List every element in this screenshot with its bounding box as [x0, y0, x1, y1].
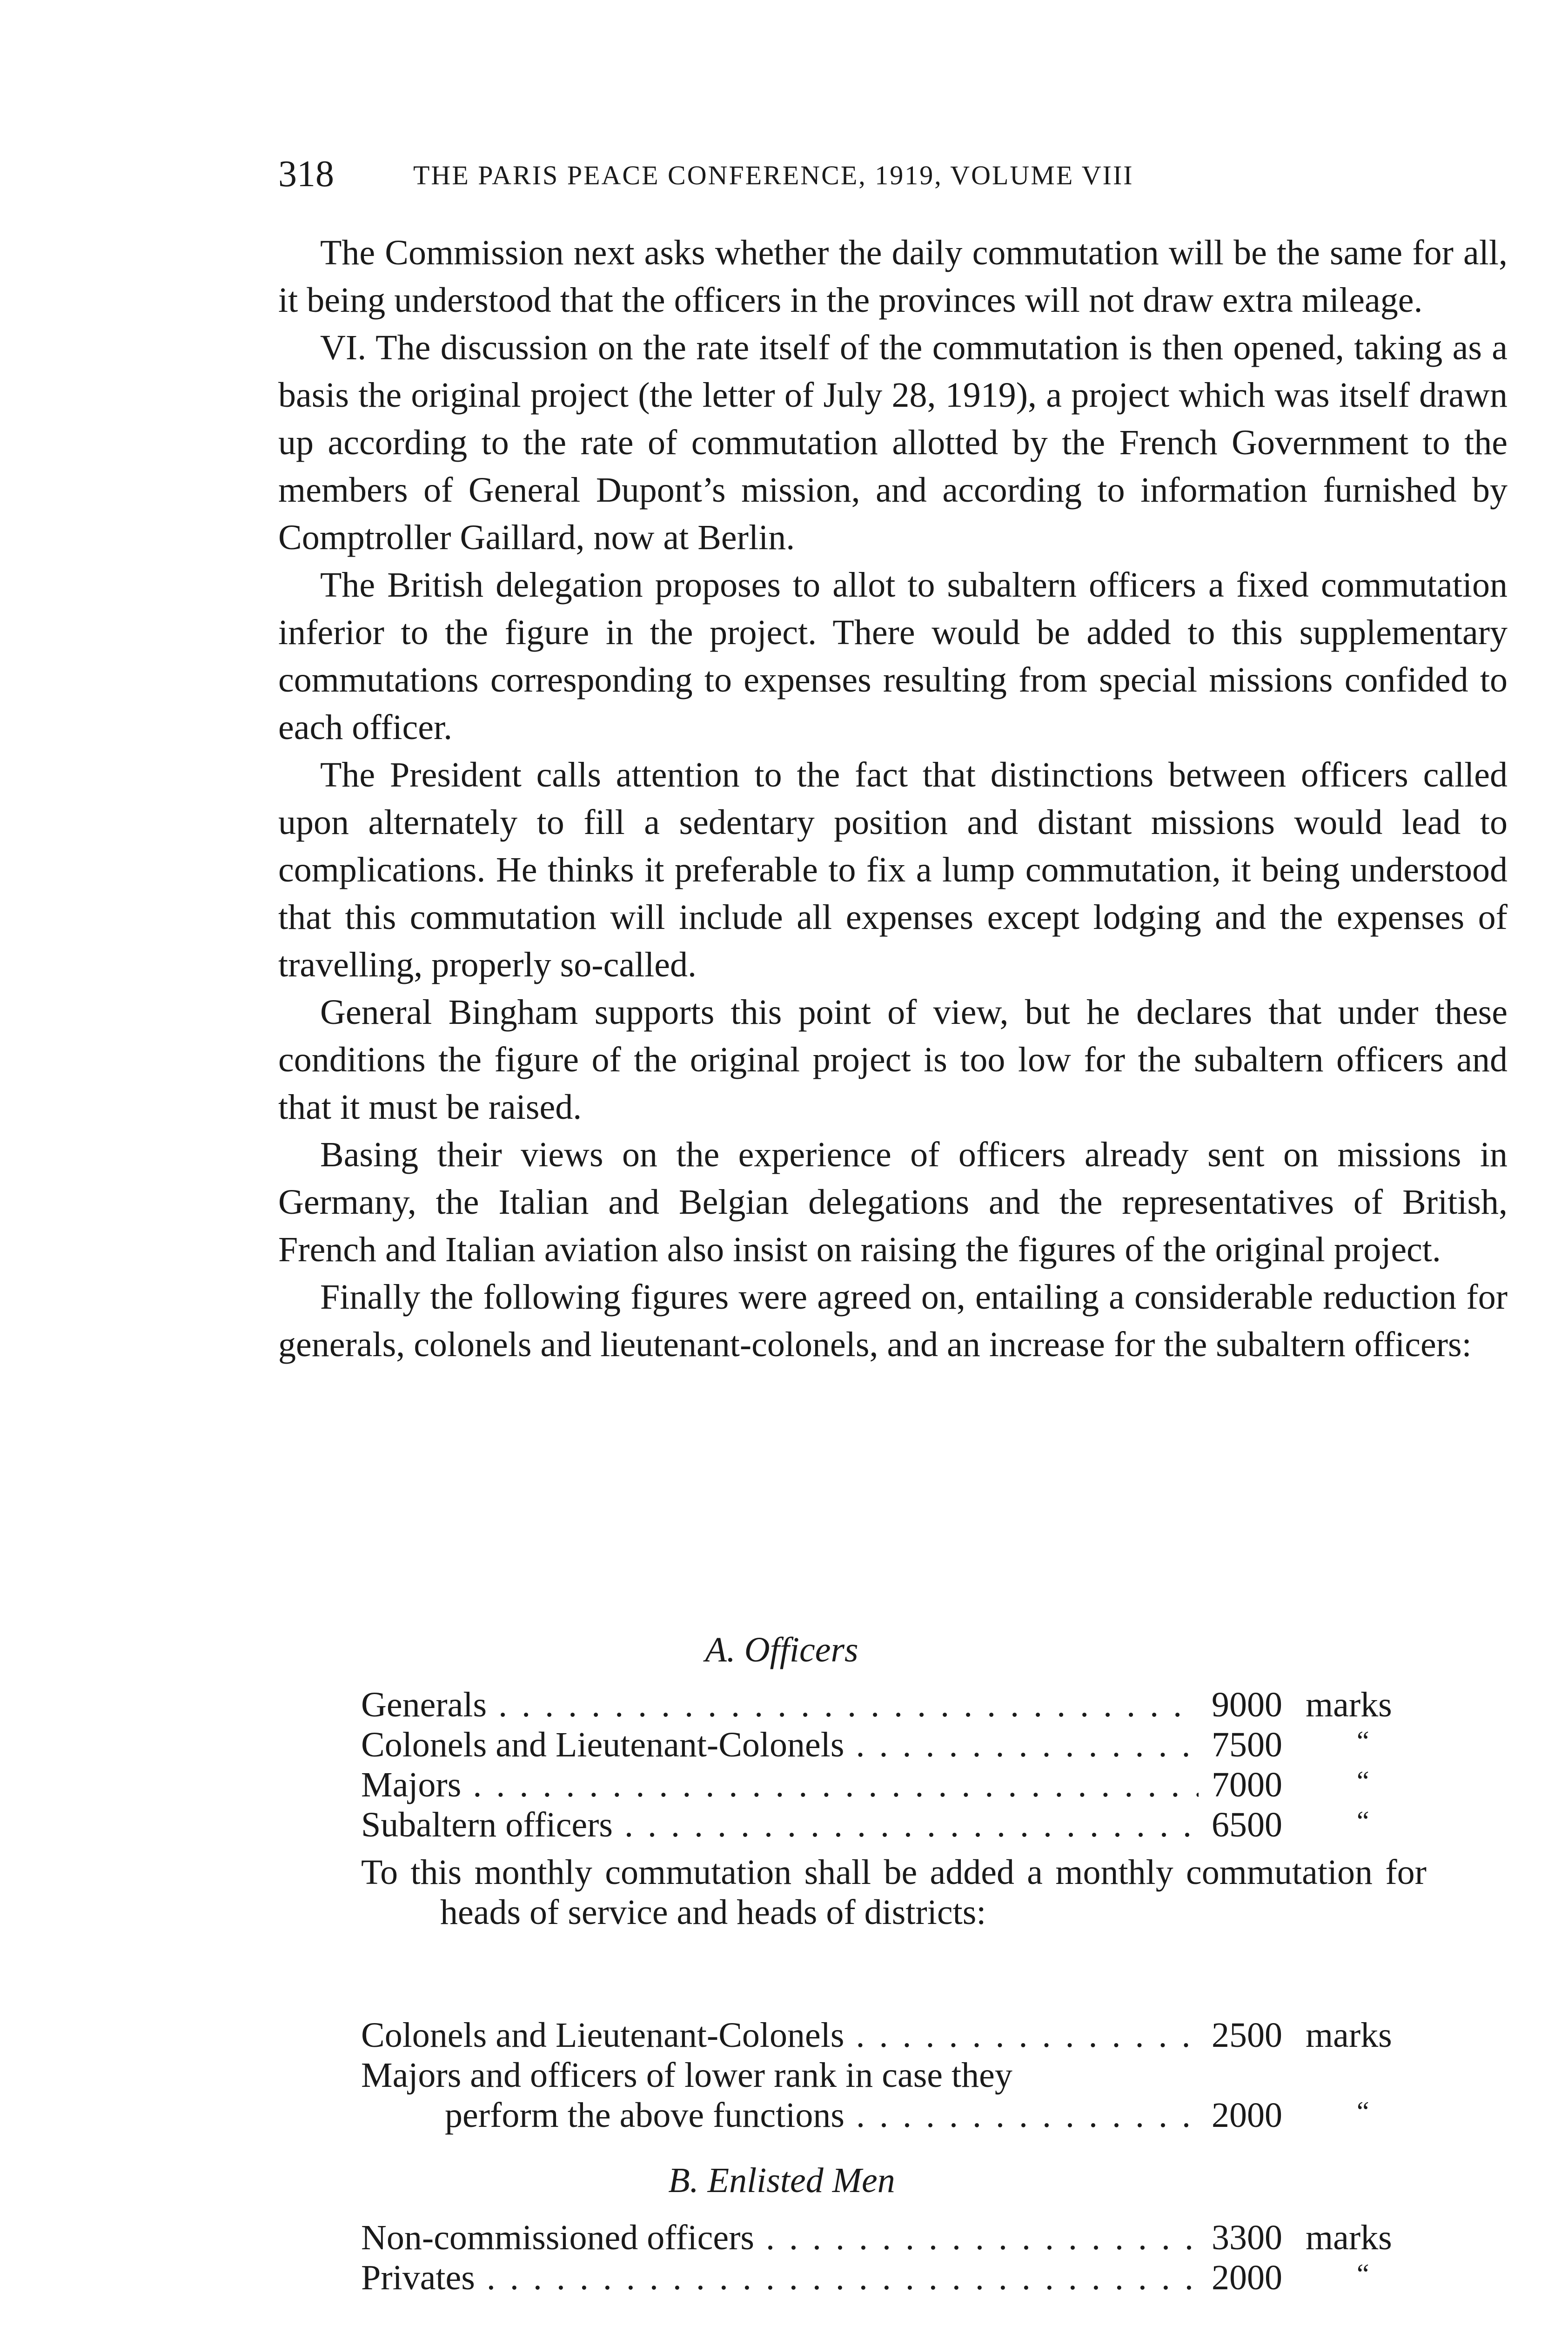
rank-label: Privates . . . — [361, 2258, 1199, 2298]
table-row — [361, 1805, 1431, 1845]
table-row — [361, 2055, 1431, 2095]
section-a-caption: A. Officers — [705, 1630, 858, 1669]
unit: marks — [1306, 1685, 1392, 1724]
enlisted-table — [361, 2218, 1431, 2298]
rank-label: Majors . . . — [361, 1765, 1199, 1805]
paragraph: General Bingham supports this point of view, but he declares that under these conditions the figure of the original project is too low for the subaltern officers and that it must be raised. — [278, 993, 1508, 1127]
running-head: THE PARIS PEACE CONFERENCE, 1919, VOLUME VIII — [413, 160, 1134, 190]
rank-label: Subaltern officers . . . — [361, 1805, 1199, 1845]
table-row — [361, 2095, 1431, 2135]
paragraph: Finally the following figures were agreed on, entailing a considerable reduction for generals, colonels and lieutenant-colonels, and an increase for the subaltern officers: — [278, 1278, 1508, 1364]
ditto-mark: “ — [1357, 2259, 1369, 2289]
table-row — [361, 2258, 1431, 2298]
rank-label: perform the above functions . . . — [445, 2095, 1199, 2135]
unit: marks — [1306, 2016, 1392, 2055]
body-text — [278, 229, 1508, 1368]
ditto-mark: “ — [1357, 1766, 1369, 1796]
amount: 9000 — [1212, 1685, 1282, 1724]
table-row — [361, 1685, 1431, 1725]
table-row — [361, 2015, 1431, 2055]
rank-label: Generals . . . — [361, 1685, 1199, 1725]
amount: 7000 — [1212, 1765, 1282, 1804]
section-b-caption: B. Enlisted Men — [668, 2161, 895, 2200]
amount: 2500 — [1212, 2016, 1282, 2055]
page-header — [278, 151, 1412, 202]
table-row — [361, 1765, 1431, 1805]
unit: marks — [1306, 2218, 1392, 2257]
ditto-mark: “ — [1357, 2096, 1369, 2127]
rank-label: Majors and officers of lower rank in case they — [361, 2056, 1012, 2095]
heads-table — [361, 2015, 1431, 2135]
table-row — [361, 1725, 1431, 1765]
ditto-mark: “ — [1357, 1806, 1369, 1836]
ditto-mark: “ — [1357, 1726, 1369, 1756]
paragraph: Basing their views on the experience of officers already sent on missions in Germany, the Italian and Belgian delegations and the representatives of British, French and Italian aviation also insist on raising the figures of the original project. — [278, 1135, 1508, 1269]
paragraph: The Commission next asks whether the daily commutation will be the same for all, it being understood that the officers in the provinces will not draw extra mileage. — [278, 233, 1508, 320]
paragraph: VI. The discussion on the rate itself of the commutation is then opened, taking as a basis the original project (the letter of July 28, 1919), a project which was itself drawn up according to the rate of commutation allotted by the French Government to the members of General Dupont’s mission, and according to information furnished by Comptroller Gaillard, now at Berlin. — [278, 328, 1508, 557]
table-row — [361, 2218, 1431, 2258]
amount: 3300 — [1212, 2218, 1282, 2257]
amount: 2000 — [1212, 2258, 1282, 2297]
rank-label: Colonels and Lieutenant-Colonels . . . — [361, 1725, 1199, 1765]
amount: 7500 — [1212, 1725, 1282, 1764]
rank-label: Non-commissioned officers . . . — [361, 2218, 1199, 2258]
monthly-note — [361, 1852, 1427, 1932]
page-number: 318 — [278, 154, 334, 195]
amount: 2000 — [1212, 2096, 1282, 2135]
paragraph: The British delegation proposes to allot to subaltern officers a fixed commutation inferior to the figure in the project. There would be added to this supplementary commutations corresponding to expenses resulting from special missions confided to each officer. — [278, 565, 1508, 747]
amount: 6500 — [1212, 1805, 1282, 1844]
monthly-note-text: To this monthly commutation shall be added a monthly commutation for heads of service and heads of districts: — [361, 1853, 1427, 1932]
rank-label: Colonels and Lieutenant-Colonels . . . — [361, 2015, 1199, 2055]
paragraph: The President calls attention to the fact that distinctions between officers called upon alternately to fill a sedentary position and distant missions would lead to complications. He thinks it preferable to fix a lump commutation, it being understood that this commutation will include all expenses except lodging and the expenses of travelling, properly so-called. — [278, 755, 1508, 984]
officers-table — [361, 1685, 1431, 1845]
